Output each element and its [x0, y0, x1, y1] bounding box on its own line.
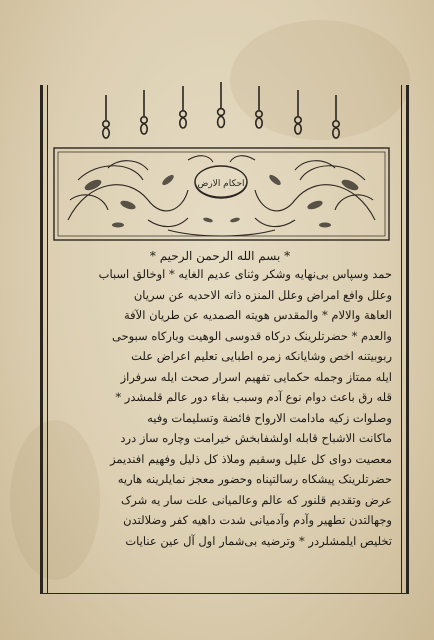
frame-inner-rule-right [401, 85, 402, 593]
text-line: عرض وتقدیم قلنور که عالم وعالمیانی علت سار یه شرک [120, 492, 392, 507]
header-ornament [48, 80, 395, 245]
text-line: ربوبیتنه اخص وشایانکه زمره اطبایی تعلیم اعراض علت [131, 349, 392, 363]
main-text-block [54, 264, 392, 584]
text-line: حضرتلرینک پیشکاه رسالتپناه وحضور معجز نمایلرینه هاریه [117, 472, 392, 486]
text-line: والعدم * حضرتلرینک درکاه قدوسی الوهیت وبارکاه سبوحی [111, 328, 392, 343]
text-line: ماکانت الاشباح قابله اولشفابخش خیرامت وچاره ساز درد [120, 431, 392, 445]
finials-group [103, 82, 339, 138]
text-line: وعلل وافع امراض وعلل المنزه ذاته الاحدیه عن سریان [133, 287, 392, 302]
text-line: قله رق باعث دوام نوع آدم وسبب بقاء دور عالم قلمشدر * [115, 390, 392, 404]
text-line: وصلوات زکیه مادامت الارواح فائضة وتسلیمات وفیه [147, 410, 392, 425]
text-line: تخلیص ایلمشلردر * وترضیه بی‌شمار اول آل عین عنایات [125, 533, 392, 548]
text-line: العاهة والالام * والمقدس هویته الصمدیه عن طریان الآفة [124, 308, 392, 322]
basmala-line: * بسم الله الرحمن الرحيم * [149, 249, 291, 263]
text-line: ایله ممتاز وجمله حکمایی تفهیم اسرار صحت ایله سرفراز [120, 369, 392, 384]
text-line: معصیت دوای کل علیل وسقیم وملاذ کل ذلیل وفهیم افندیمز [110, 451, 392, 466]
text-line: وجهالتدن تطهیر وآدم وآدمیانی شدت داهیه کفر وضلالتدن [123, 513, 392, 527]
text-line: حمد وسپاس بی‌نهایه وشکر وثنای عدیم الغایه * اوخالق اسباب [98, 267, 392, 281]
cartouche-title: احكام الارض [197, 179, 245, 189]
